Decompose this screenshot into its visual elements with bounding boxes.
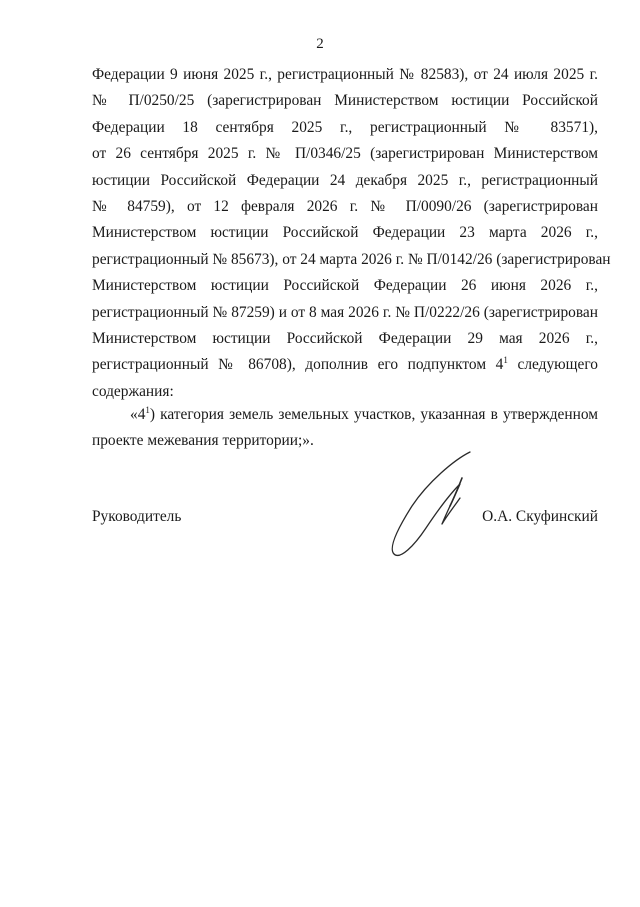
- superscript: 1: [503, 355, 508, 366]
- body-line: Министерством юстиции Российской Федерации 29 мая 2026 г.,: [92, 330, 598, 348]
- body-line: от 26 сентября 2025 г. № П/0346/25 (зарегистрирован Министерством: [92, 145, 598, 163]
- body-line-with-superscript: [92, 352, 598, 378]
- body-line-text: следующего: [517, 356, 598, 374]
- body-line: регистрационный № 85673), от 24 марта 2026 г. № П/0142/26 (зарегистрирован: [92, 250, 611, 268]
- body-line: регистрационный № 87259) и от 8 мая 2026 г. № П/0222/26 (зарегистрирован: [92, 303, 598, 321]
- body-line-text: регистрационный № 86708), дополнив его подпунктом 4: [92, 356, 504, 374]
- body-line: Федерации 18 сентября 2025 г., регистрационный № 83571),: [92, 118, 598, 136]
- superscript: 1: [145, 405, 150, 415]
- body-line: содержания:: [92, 382, 174, 400]
- body-paragraph: [92, 62, 611, 405]
- body-line: Федерации 9 июня 2025 г., регистрационный № 82583), от 24 июля 2025 г.: [92, 66, 598, 83]
- quote-text: ) категория земель земельных участков, указанная в утвержденном: [149, 406, 598, 423]
- quoted-subparagraph: [92, 402, 598, 455]
- body-line: Министерством юстиции Российской Федерации 23 марта 2026 г.,: [92, 224, 598, 242]
- handwritten-signature: [384, 448, 480, 560]
- body-line: Министерством юстиции Российской Федерации 26 июня 2026 г.,: [92, 277, 598, 295]
- signatory-name: О.А. Скуфинский: [482, 508, 598, 525]
- signatory-title: Руководитель: [92, 508, 182, 525]
- body-line: № П/0250/25 (зарегистрирован Министерством юстиции Российской: [92, 92, 598, 110]
- body-line: юстиции Российской Федерации 24 декабря 2025 г., регистрационный: [92, 171, 598, 189]
- quote-line: проекте межевания территории;».: [92, 432, 314, 450]
- quote-open: «4: [130, 406, 146, 423]
- quote-line: [92, 402, 598, 428]
- body-line: № 84759), от 12 февраля 2026 г. № П/0090/26 (зарегистрирован: [92, 198, 598, 216]
- page-number: 2: [316, 36, 324, 52]
